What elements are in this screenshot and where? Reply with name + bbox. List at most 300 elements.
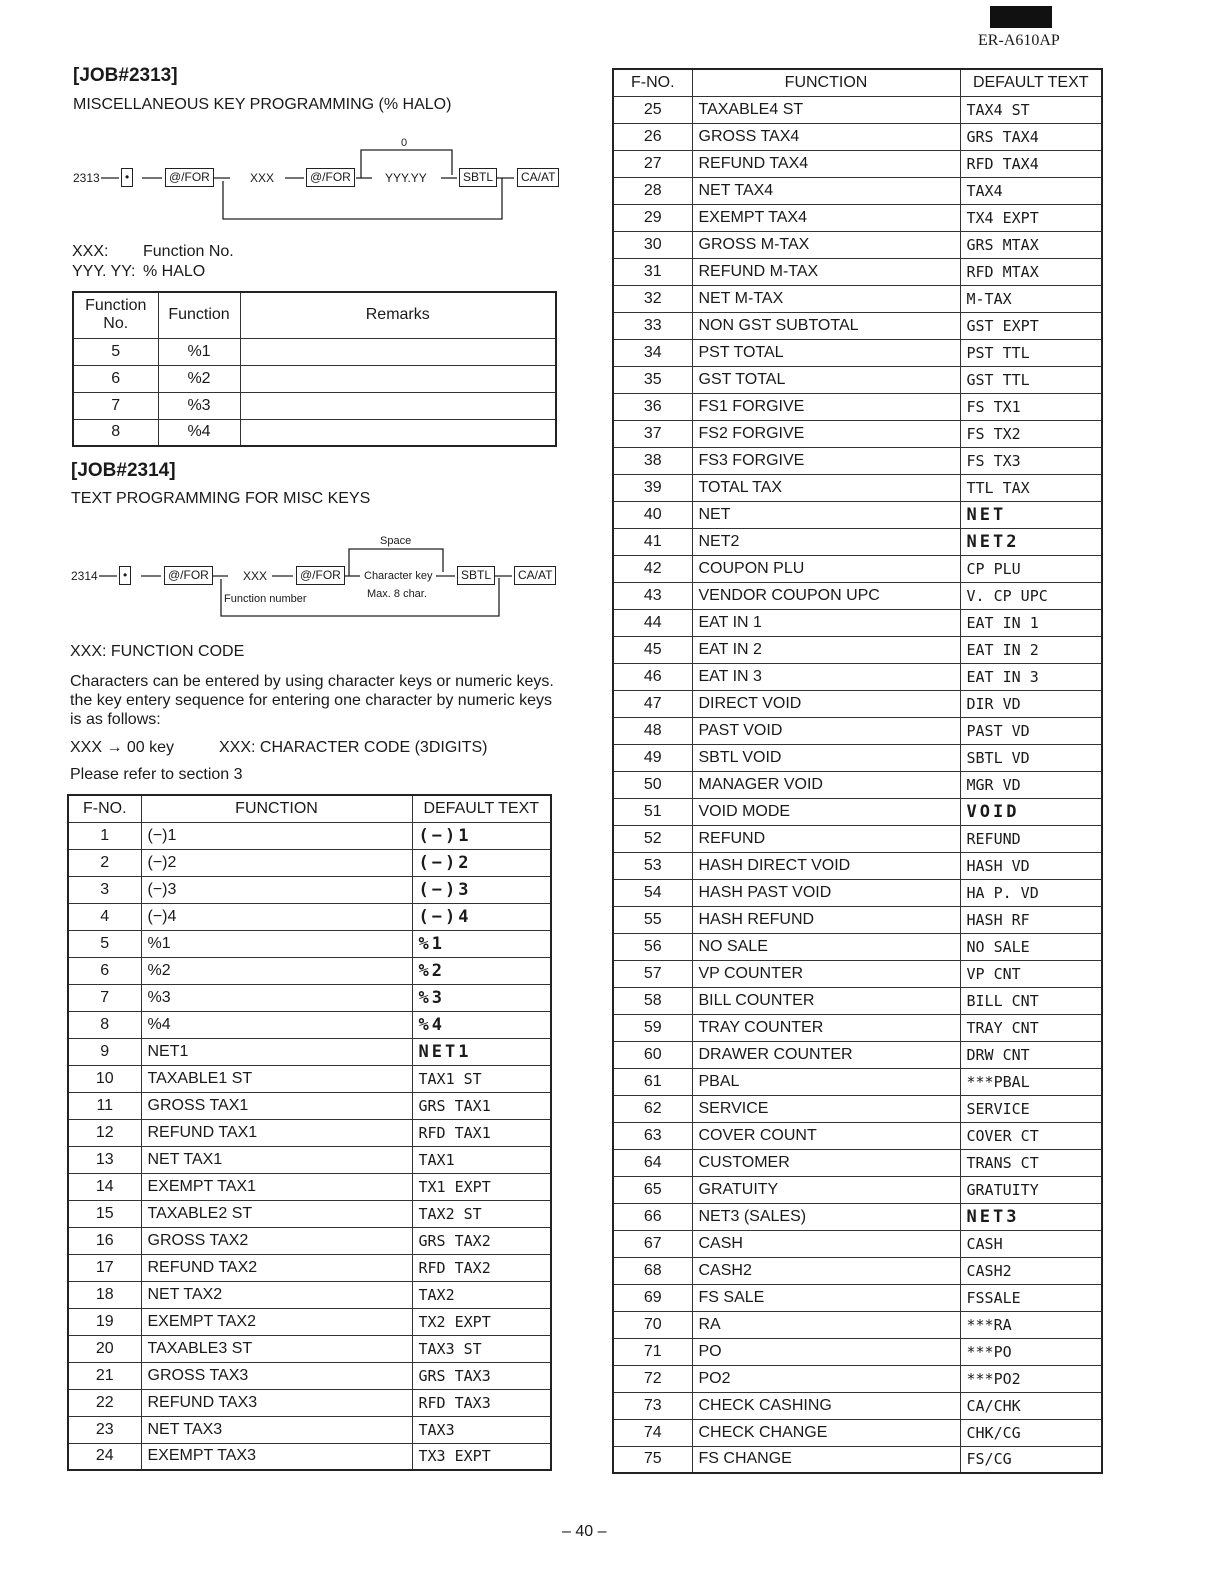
default-text: ***RA [960,1311,1102,1338]
default-text: FS TX2 [960,420,1102,447]
default-text: CA/CHK [960,1392,1102,1419]
default-text: REFUND [960,825,1102,852]
function-name: RA [692,1311,960,1338]
header-block [990,6,1052,28]
f-no: 9 [68,1038,141,1065]
table-row [613,150,1102,177]
paragraph-line: Characters can be entered by using character keys or numeric keys. [70,673,554,690]
yyy-label: YYY.YY [385,171,427,185]
f-no: 39 [613,474,692,501]
f-no: 62 [613,1095,692,1122]
function-no: 7 [73,392,158,419]
function-name: GROSS TAX4 [692,123,960,150]
default-text: TTL TAX [960,474,1102,501]
f-no: 40 [613,501,692,528]
function-name: NET [692,501,960,528]
table-row [613,1392,1102,1419]
default-text: TX2 EXPT [412,1308,551,1335]
function-name: TAXABLE3 ST [141,1335,412,1362]
table-row [613,582,1102,609]
f-no: 66 [613,1203,692,1230]
table-row [613,663,1102,690]
table-row [613,933,1102,960]
sequence-code: XXX: CHARACTER CODE (3DIGITS) [219,739,488,756]
function-name: %4 [158,419,240,446]
table-row [68,1254,551,1281]
table-row [613,825,1102,852]
default-text: NET3 [960,1203,1102,1230]
function-name: TAXABLE2 ST [141,1200,412,1227]
table-row [613,447,1102,474]
f-no: 21 [68,1362,141,1389]
col-header: DEFAULT TEXT [960,69,1102,96]
table-row [613,501,1102,528]
function-name: REFUND M-TAX [692,258,960,285]
table-row [68,1416,551,1443]
table-row [613,393,1102,420]
refer-note: Please refer to section 3 [70,766,243,783]
f-no: 65 [613,1176,692,1203]
table-row [613,717,1102,744]
default-text: %4 [412,1011,551,1038]
function-name: EXEMPT TAX1 [141,1173,412,1200]
table-row [68,1389,551,1416]
function-name: REFUND TAX4 [692,150,960,177]
f-no: 14 [68,1173,141,1200]
function-name: EAT IN 1 [692,609,960,636]
default-text: %3 [412,984,551,1011]
table-row [613,1176,1102,1203]
function-name: EXEMPT TAX3 [141,1443,412,1470]
default-text: V. CP UPC [960,582,1102,609]
table-row [613,231,1102,258]
xxx-label: XXX [250,171,275,185]
function-name: TAXABLE4 ST [692,96,960,123]
table-row [613,1122,1102,1149]
function-name: FS1 FORGIVE [692,393,960,420]
function-name: EAT IN 3 [692,663,960,690]
function-name: %2 [141,957,412,984]
legend-key: YYY. YY: [72,263,136,280]
f-no: 2 [68,849,141,876]
function-name: NET TAX4 [692,177,960,204]
flow-lines [0,0,600,640]
xxx-label: XXX [243,569,268,583]
default-text: SERVICE [960,1095,1102,1122]
table-row [613,636,1102,663]
function-name: VOID MODE [692,798,960,825]
function-name: GROSS TAX2 [141,1227,412,1254]
function-name: NET TAX1 [141,1146,412,1173]
default-text: GRATUITY [960,1176,1102,1203]
f-no: 5 [68,930,141,957]
f-no: 1 [68,822,141,849]
function-no: 5 [73,338,158,365]
default-text: RFD TAX4 [960,150,1102,177]
default-text: NET [960,501,1102,528]
function-name: CHECK CASHING [692,1392,960,1419]
function-name: PO2 [692,1365,960,1392]
table-row [613,609,1102,636]
f-no: 63 [613,1122,692,1149]
table-row [613,1203,1102,1230]
charkey-label: Character key [364,570,433,582]
table-row [68,957,551,984]
caat-key: CA/AT [517,168,559,187]
f-no: 38 [613,447,692,474]
job-number: 2313 [73,171,100,185]
sbtl-key: SBTL [459,168,497,187]
function-name: GST TOTAL [692,366,960,393]
paragraph-line: the key entery sequence for entering one character by numeric keys [70,692,553,709]
table-row [613,906,1102,933]
default-text: GRS TAX1 [412,1092,551,1119]
default-text: CASH2 [960,1257,1102,1284]
table-row [613,1365,1102,1392]
f-no: 31 [613,258,692,285]
function-name: %2 [158,365,240,392]
f-no: 52 [613,825,692,852]
function-name: NET1 [141,1038,412,1065]
f-no: 6 [68,957,141,984]
function-name: (−)3 [141,876,412,903]
f-no: 15 [68,1200,141,1227]
f-no: 37 [613,420,692,447]
f-no: 67 [613,1230,692,1257]
function-table-left [67,794,552,1471]
function-name: NET TAX3 [141,1416,412,1443]
f-no: 8 [68,1011,141,1038]
table-row [68,1119,551,1146]
f-no: 22 [68,1389,141,1416]
table-row [68,903,551,930]
table-row [613,1311,1102,1338]
default-text: TAX4 ST [960,96,1102,123]
function-name: VP COUNTER [692,960,960,987]
table-row [613,1284,1102,1311]
f-no: 32 [613,285,692,312]
function-name: GROSS TAX3 [141,1362,412,1389]
f-no: 3 [68,876,141,903]
default-text: MGR VD [960,771,1102,798]
f-no: 61 [613,1068,692,1095]
f-no: 51 [613,798,692,825]
default-text: CHK/CG [960,1419,1102,1446]
default-text: FSSALE [960,1284,1102,1311]
function-name: %1 [158,338,240,365]
table-row [68,876,551,903]
sbtl-key: SBTL [457,566,495,585]
table-row [68,1335,551,1362]
table-row [613,1446,1102,1473]
function-name: EXEMPT TAX4 [692,204,960,231]
f-no: 75 [613,1446,692,1473]
page-number: – 40 – [562,1523,607,1540]
function-name: TAXABLE1 ST [141,1065,412,1092]
col-header: FUNCTION [141,795,412,822]
function-name: COVER COUNT [692,1122,960,1149]
table-row [68,822,551,849]
function-name: HASH PAST VOID [692,879,960,906]
function-name: CASH [692,1230,960,1257]
default-text: RFD TAX2 [412,1254,551,1281]
function-name: %4 [141,1011,412,1038]
fnum-label: Function number [224,593,307,605]
default-text: EAT IN 1 [960,609,1102,636]
col-header: F-NO. [613,69,692,96]
function-name: PST TOTAL [692,339,960,366]
default-text: (−)1 [412,822,551,849]
function-name: %3 [141,984,412,1011]
f-no: 72 [613,1365,692,1392]
function-name: FS2 FORGIVE [692,420,960,447]
table-row [613,960,1102,987]
table-row [613,987,1102,1014]
default-text: TX4 EXPT [960,204,1102,231]
function-name: NO SALE [692,933,960,960]
f-no: 69 [613,1284,692,1311]
default-text: GRS TAX4 [960,123,1102,150]
col-header: Remarks [240,292,556,338]
function-name: PO [692,1338,960,1365]
function-name: FS CHANGE [692,1446,960,1473]
default-text: COVER CT [960,1122,1102,1149]
table-row [68,849,551,876]
dot-key: • [119,566,131,585]
default-text: (−)2 [412,849,551,876]
table-row [68,1200,551,1227]
max-label: Max. 8 char. [367,588,427,600]
table-row [68,984,551,1011]
f-no: 16 [68,1227,141,1254]
default-text: GRS MTAX [960,231,1102,258]
job2314-title: [JOB#2314] [71,460,176,481]
for-key: @/FOR [164,566,213,585]
default-text: TAX2 [412,1281,551,1308]
default-text: PAST VD [960,717,1102,744]
function-name: GROSS TAX1 [141,1092,412,1119]
f-no: 12 [68,1119,141,1146]
default-text: TAX2 ST [412,1200,551,1227]
f-no: 33 [613,312,692,339]
space-label: Space [380,535,412,547]
f-no: 59 [613,1014,692,1041]
function-name: NET3 (SALES) [692,1203,960,1230]
function-name: CHECK CHANGE [692,1419,960,1446]
f-no: 24 [68,1443,141,1470]
function-name: REFUND TAX3 [141,1389,412,1416]
default-text: RFD TAX1 [412,1119,551,1146]
f-no: 20 [68,1335,141,1362]
f-no: 70 [613,1311,692,1338]
f-no: 25 [613,96,692,123]
table-row [68,1227,551,1254]
default-text: BILL CNT [960,987,1102,1014]
f-no: 28 [613,177,692,204]
f-no: 27 [613,150,692,177]
function-name: MANAGER VOID [692,771,960,798]
f-no: 55 [613,906,692,933]
default-text: HASH RF [960,906,1102,933]
default-text: GRS TAX2 [412,1227,551,1254]
f-no: 19 [68,1308,141,1335]
legend-value: % HALO [143,263,206,280]
default-text: NO SALE [960,933,1102,960]
f-no: 18 [68,1281,141,1308]
default-text: %2 [412,957,551,984]
table-row [68,1092,551,1119]
col-header: DEFAULT TEXT [412,795,551,822]
f-no: 60 [613,1041,692,1068]
f-no: 4 [68,903,141,930]
f-no: 53 [613,852,692,879]
table-row [613,420,1102,447]
table-row [613,366,1102,393]
function-name: EAT IN 2 [692,636,960,663]
table-row [613,177,1102,204]
f-no: 41 [613,528,692,555]
default-text: FS TX3 [960,447,1102,474]
job2313-subtitle: MISCELLANEOUS KEY PROGRAMMING (% HALO) [73,96,452,113]
default-text: TAX1 [412,1146,551,1173]
f-no: 43 [613,582,692,609]
function-name: PBAL [692,1068,960,1095]
f-no: 50 [613,771,692,798]
default-text: ***PO [960,1338,1102,1365]
table-row [613,1338,1102,1365]
table-row [613,555,1102,582]
f-no: 17 [68,1254,141,1281]
function-name: REFUND TAX1 [141,1119,412,1146]
default-text: ***PO2 [960,1365,1102,1392]
caat-key: CA/AT [514,566,556,585]
table-row [613,852,1102,879]
table-row [68,1281,551,1308]
default-text: NET1 [412,1038,551,1065]
function-name: SBTL VOID [692,744,960,771]
table-row [613,744,1102,771]
default-text: NET2 [960,528,1102,555]
table-row [613,1257,1102,1284]
paragraph-line: is as follows: [70,711,161,728]
table-row [68,1065,551,1092]
for-key: @/FOR [306,168,355,187]
default-text: RFD TAX3 [412,1389,551,1416]
function-name: VENDOR COUPON UPC [692,582,960,609]
function-no: 6 [73,365,158,392]
f-no: 54 [613,879,692,906]
function-name: TRAY COUNTER [692,1014,960,1041]
f-no: 42 [613,555,692,582]
table-row [613,285,1102,312]
f-no: 26 [613,123,692,150]
function-name: HASH REFUND [692,906,960,933]
f-no: 71 [613,1338,692,1365]
default-text: TAX4 [960,177,1102,204]
default-text: HA P. VD [960,879,1102,906]
f-no: 44 [613,609,692,636]
f-no: 74 [613,1419,692,1446]
table-row [613,1041,1102,1068]
job2314-subtitle: TEXT PROGRAMMING FOR MISC KEYS [71,490,371,507]
table-row [613,690,1102,717]
legend-key: XXX: [72,243,109,260]
function-name: NON GST SUBTOTAL [692,312,960,339]
table-row [68,1038,551,1065]
f-no: 7 [68,984,141,1011]
f-no: 34 [613,339,692,366]
table-row [613,1095,1102,1122]
function-name: FS SALE [692,1284,960,1311]
job2313-title: [JOB#2313] [73,65,178,86]
default-text: (−)4 [412,903,551,930]
function-name: EXEMPT TAX2 [141,1308,412,1335]
table-row [68,1011,551,1038]
zero-label: 0 [401,137,408,149]
table-row [613,1149,1102,1176]
default-text: ***PBAL [960,1068,1102,1095]
table-row [68,930,551,957]
f-no: 13 [68,1146,141,1173]
default-text: GST TTL [960,366,1102,393]
table-row [613,1230,1102,1257]
function-name: (−)1 [141,822,412,849]
f-no: 64 [613,1149,692,1176]
default-text: TRAY CNT [960,1014,1102,1041]
f-no: 57 [613,960,692,987]
col-header: Function No. [73,292,158,338]
function-name: %1 [141,930,412,957]
function-name: %3 [158,392,240,419]
table-row [613,123,1102,150]
function-name: REFUND TAX2 [141,1254,412,1281]
default-text: TX3 EXPT [412,1443,551,1470]
function-name: BILL COUNTER [692,987,960,1014]
f-no: 73 [613,1392,692,1419]
sequence: XXX → 00 key [70,739,175,756]
default-text: TX1 EXPT [412,1173,551,1200]
default-text: CP PLU [960,555,1102,582]
table-row [68,1443,551,1470]
default-text: (−)3 [412,876,551,903]
default-text: DRW CNT [960,1041,1102,1068]
table-row [613,1014,1102,1041]
f-no: 58 [613,987,692,1014]
function-name: (−)4 [141,903,412,930]
xxx-function-code: XXX: FUNCTION CODE [70,643,245,660]
col-header: F-NO. [68,795,141,822]
table-row [613,879,1102,906]
default-text: VP CNT [960,960,1102,987]
function-name: NET TAX2 [141,1281,412,1308]
default-text: %1 [412,930,551,957]
table-row [613,1419,1102,1446]
table-row [613,312,1102,339]
function-name: SERVICE [692,1095,960,1122]
default-text: TAX3 ST [412,1335,551,1362]
function-name: DIRECT VOID [692,690,960,717]
model-label: ER-A610AP [978,32,1060,49]
f-no: 45 [613,636,692,663]
function-name: PAST VOID [692,717,960,744]
default-text: EAT IN 2 [960,636,1102,663]
f-no: 49 [613,744,692,771]
default-text: TRANS CT [960,1149,1102,1176]
table-row [68,1362,551,1389]
function-name: FS3 FORGIVE [692,447,960,474]
default-text: GRS TAX3 [412,1362,551,1389]
table-row [613,1068,1102,1095]
